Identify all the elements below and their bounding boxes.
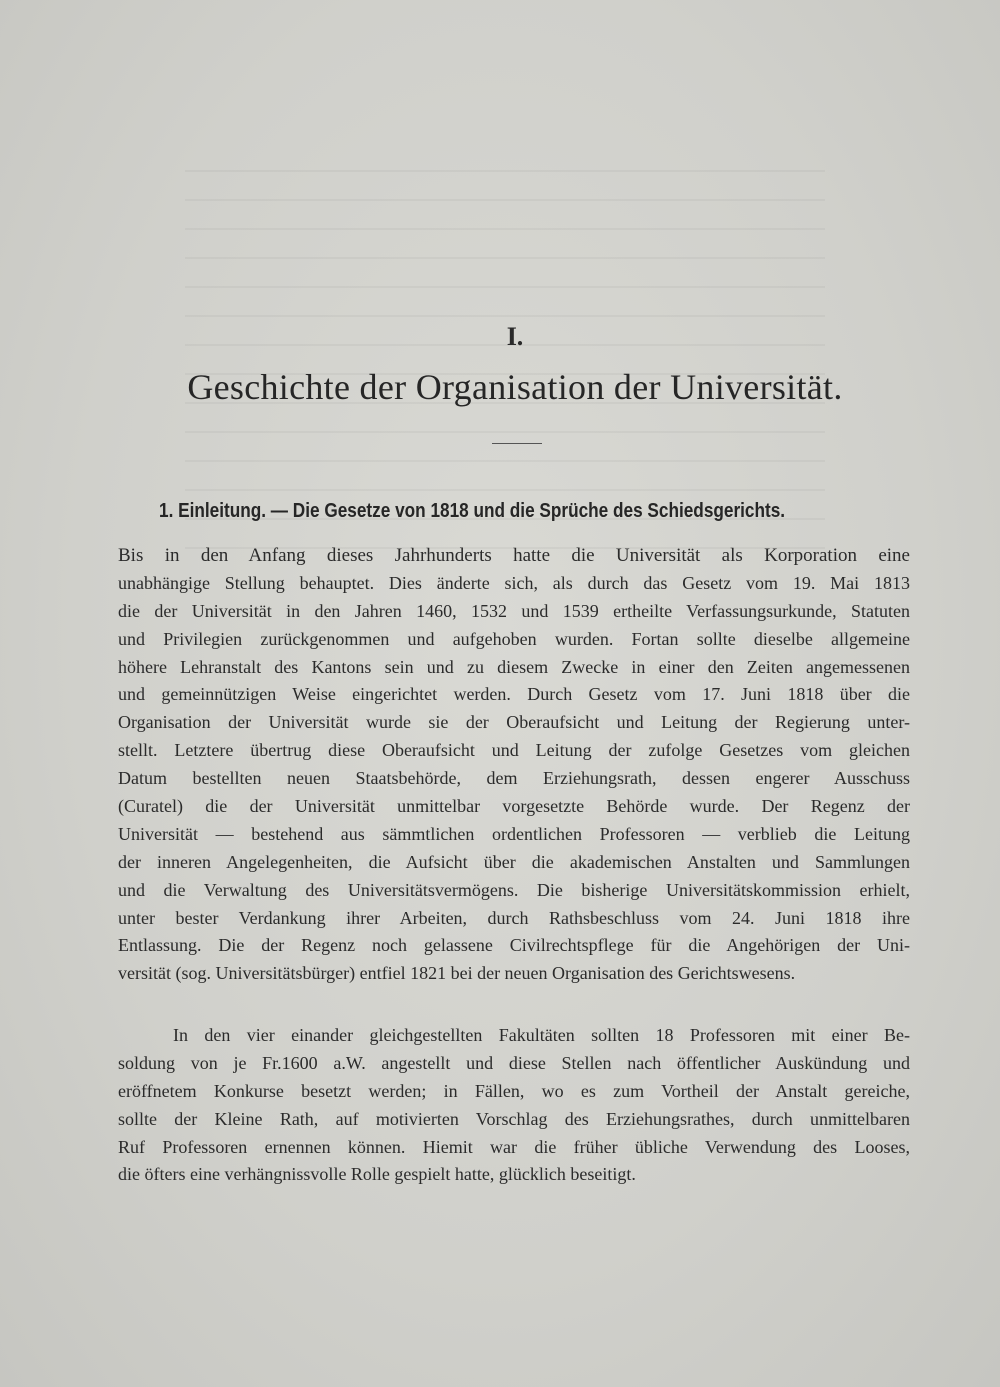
text-line: stellt. Letztere übertrug diese Oberaufsicht und Leitung der zufolge Gesetzes vom gleichen — [118, 740, 910, 761]
text-line: Entlassung. Die der Regenz noch gelassene Civilrechtspflege für die Angehörigen der Uni- — [118, 935, 910, 956]
paragraph-2 — [118, 1022, 910, 1189]
text-line: die öfters eine verhängnissvolle Rolle gespielt hatte, glücklich beseitigt. — [118, 1164, 636, 1185]
section-heading: 1. Einleitung. — Die Gesetze von 1818 und die Sprüche des Schiedsgerichts. — [159, 500, 786, 522]
text-line: und gemeinnützigen Weise eingerichtet werden. Durch Gesetz vom 17. Juni 1818 über die — [118, 684, 910, 705]
text-line: Bis in den Anfang dieses Jahrhunderts hatte die Universität als Korporation eine — [118, 545, 910, 566]
text-line: soldung von je Fr.1600 a.W. angestellt und diese Stellen nach öffentlicher Auskündung und — [118, 1052, 910, 1073]
title-divider — [492, 443, 542, 444]
paragraph-1 — [118, 542, 910, 988]
text-line: (Curatel) die der Universität unmittelbar vorgesetzte Behörde wurde. Der Regenz der — [118, 796, 910, 817]
text-line: und die Verwaltung des Universitätsvermögens. Die bisherige Universitätskommission erhielt, — [118, 879, 910, 900]
text-line: Organisation der Universität wurde sie der Oberaufsicht und Leitung der Regierung unter- — [118, 712, 910, 733]
text-line: unter bester Verdankung ihrer Arbeiten, durch Rathsbeschluss vom 24. Juni 1818 ihre — [118, 907, 910, 928]
text-line: versität (sog. Universitätsbürger) entfiel 1821 bei der neuen Organisation des Gerichtswesens. — [118, 963, 796, 984]
text-line: Universität — bestehend aus sämmtlichen ordentlichen Professoren — verblieb die Leitung — [118, 823, 910, 844]
text-line: der inneren Angelegenheiten, die Aufsicht über die akademischen Anstalten und Sammlungen — [118, 851, 910, 872]
chapter-title: Geschichte der Organisation der Universität. — [187, 367, 843, 407]
text-line: eröffnetem Konkurse besetzt werden; in Fällen, wo es zum Vortheil der Anstalt gereiche, — [118, 1080, 910, 1101]
text-line: unabhängige Stellung behauptet. Dies änderte sich, als durch das Gesetz vom 19. Mai 1813 — [118, 572, 910, 593]
text-line: In den vier einander gleichgestellten Fakultäten sollten 18 Professoren mit einer Be- — [173, 1025, 910, 1045]
text-line: sollte der Kleine Rath, auf motivierten Vorschlag des Erziehungsrathes, durch unmittelbaren — [118, 1108, 910, 1129]
text-line: Ruf Professoren ernennen können. Hiemit war die früher übliche Verwendung des Looses, — [118, 1136, 910, 1157]
text-line: höhere Lehranstalt des Kantons sein und zu diesem Zwecke in einer den Zeiten angemessenen — [118, 656, 910, 677]
text-line: die der Universität in den Jahren 1460, 1532 und 1539 ertheilte Verfassungsurkunde, Statuten — [118, 600, 910, 621]
text-line: und Privilegien zurückgenommen und aufgehoben wurden. Fortan sollte dieselbe allgemeine — [118, 628, 910, 649]
text-line: Datum bestellten neuen Staatsbehörde, dem Erziehungsrath, dessen engerer Ausschuss — [118, 768, 910, 789]
bleed-through-texture — [185, 170, 825, 550]
chapter-numeral: I. — [506, 322, 524, 351]
